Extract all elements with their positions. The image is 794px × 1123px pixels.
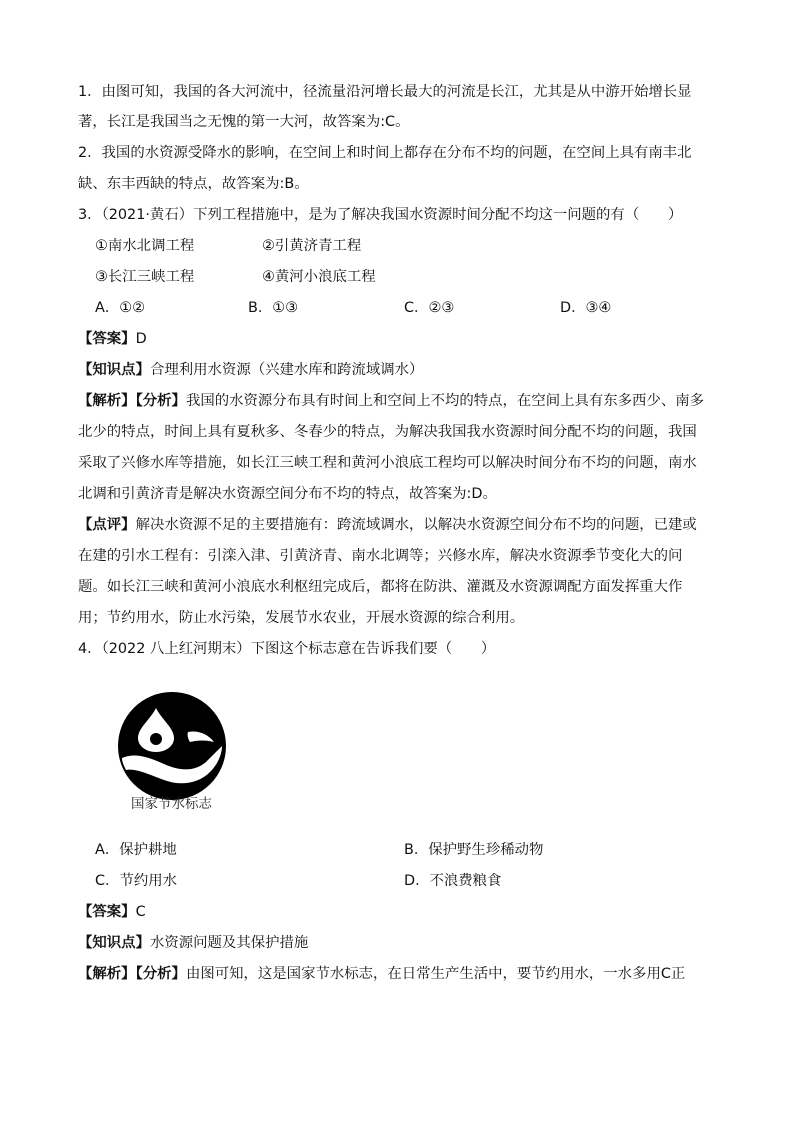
q3-option-b: B．①③ (248, 300, 299, 316)
q3-option-a: A．①② (95, 300, 146, 316)
q3-analysis-line-2: 北少的特点，时间上具有夏秋多、冬春少的特点，为解决我国我水资源时间分配不均的问题，我国 (78, 424, 697, 440)
q4-option-c: C．节约用水 (95, 873, 178, 889)
knowledge-point-tag: 【知识点】 (78, 935, 150, 951)
analysis-tag: 【解析】【分析】 (78, 966, 186, 982)
logo-caption: 国家节水标志 (131, 796, 212, 812)
q3-stem: 3．（2021·黄石）下列工程措施中，是为了解决我国水资源时间分配不均这一问题的有（ ） (78, 207, 683, 223)
q3-knowledge-point (78, 360, 423, 380)
q4-option-a: A．保护耕地 (95, 842, 177, 858)
q3-analysis-line-4: 北调和引黄济青是解决水资源空间分布不均的特点，故答案为:D。 (78, 486, 497, 502)
water-saving-logo (118, 692, 226, 800)
q1-line-1: 1．由图可知，我国的各大河流中，径流量沿河增长最大的河流是长江，尤其是从中游开始增长显 (78, 84, 692, 100)
q3-analysis-line-1 (78, 391, 704, 411)
comment-text: 解决水资源不足的主要措施有：跨流域调水，以解决水资源空间分布不均的问题，已建或 (135, 517, 697, 533)
q3-comment-line-3: 题。如长江三峡和黄河小浪底水利枢纽完成后，都将在防洪、灌溉及水资源调配方面发挥重大作 (78, 579, 683, 595)
q3-item-3: ③长江三峡工程 (95, 269, 195, 285)
q3-comment-line-2: 在建的引水工程有：引滦入津、引黄济青、南水北调等；兴修水库，解决水资源季节变化大的问 (78, 548, 683, 564)
q4-knowledge-point (78, 933, 308, 953)
q3-option-c: C．②③ (404, 300, 455, 316)
q3-answer (78, 329, 147, 349)
knowledge-point-text: 水资源问题及其保护措施 (149, 935, 309, 951)
q3-item-1: ①南水北调工程 (95, 238, 195, 254)
q1-line-2: 著，长江是我国当之无愧的第一大河，故答案为:C。 (78, 114, 410, 130)
q3-analysis-line-3: 采取了兴修水库等措施，如长江三峡工程和黄河小浪底工程均可以解决时间分布不均的问题，南水 (78, 455, 697, 471)
answer-tag: 【答案】 (78, 904, 136, 920)
q3-option-d: D．③④ (560, 300, 612, 316)
q2-line-1: 2．我国的水资源受降水的影响，在空间上和时间上都存在分布不均的问题，在空间上具有南丰北 (78, 145, 692, 161)
q4-option-d: D．不浪费粮食 (404, 873, 502, 889)
q4-analysis (78, 964, 685, 984)
analysis-text: 由图可知，这是国家节水标志，在日常生产生活中，要节约用水，一水多用C正 (185, 966, 686, 982)
analysis-text: 我国的水资源分布具有时间上和空间上不均的特点，在空间上具有东多西少、南多 (185, 393, 705, 409)
q3-item-2: ②引黄济青工程 (262, 238, 362, 254)
analysis-tag: 【解析】【分析】 (78, 393, 186, 409)
answer-value: D (135, 331, 147, 347)
q3-comment-line-1 (78, 515, 697, 535)
q4-option-b: B．保护野生珍稀动物 (404, 842, 544, 858)
q4-answer (78, 902, 146, 922)
q3-item-4: ④黄河小浪底工程 (262, 269, 376, 285)
knowledge-point-tag: 【知识点】 (78, 362, 150, 378)
answer-tag: 【答案】 (78, 331, 136, 347)
q4-stem: 4．（2022 八上红河期末）下图这个标志意在告诉我们要（ ） (78, 641, 496, 657)
q3-comment-line-4: 用；节约用水，防止水污染，发展节水农业，开展水资源的综合利用。 (78, 610, 525, 626)
knowledge-point-text: 合理利用水资源（兴建水库和跨流域调水） (149, 362, 424, 378)
q2-line-2: 缺、东丰西缺的特点，故答案为:B。 (78, 176, 309, 192)
comment-tag: 【点评】 (78, 517, 136, 533)
answer-value: C (135, 904, 146, 920)
